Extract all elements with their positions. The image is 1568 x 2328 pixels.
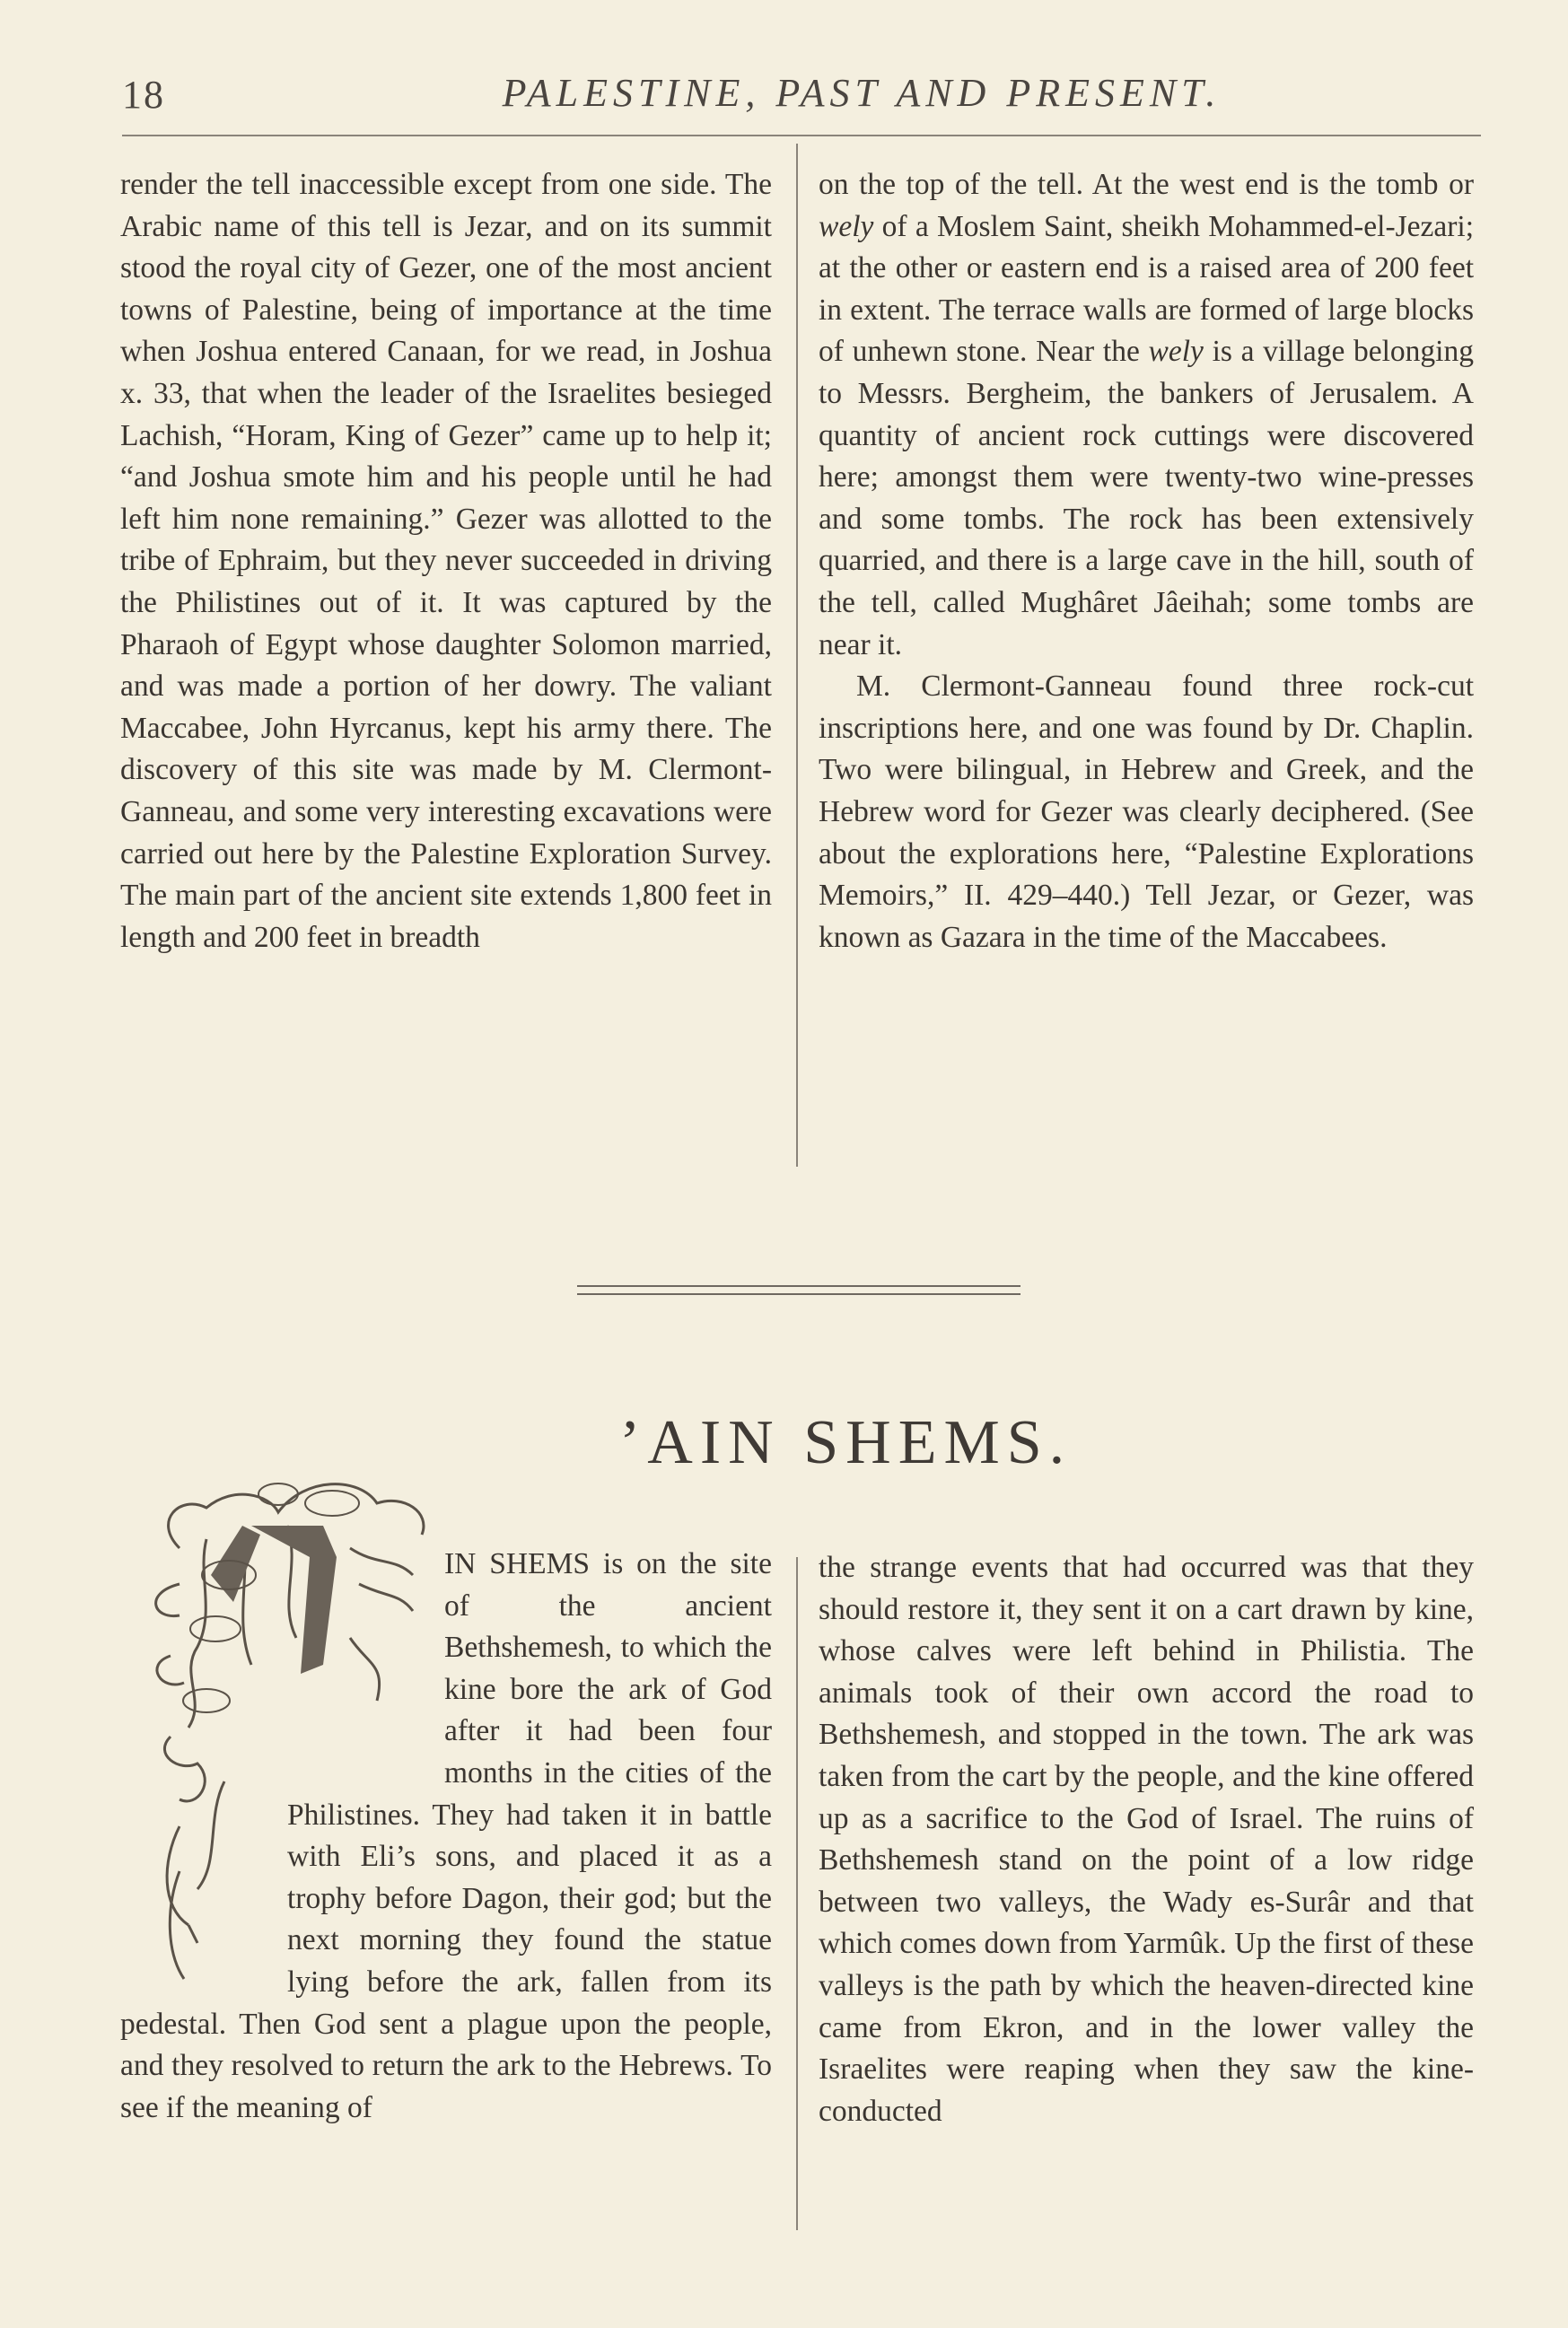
text-run: of a Moslem Saint, sheikh Mohammed-el-Jezari; at the other or eastern end is a raised area of 200 feet in extent. The terrace walls are formed of large blocks of unhewn stone. Near the [819,209,1475,369]
ain-shems-continuation: the strange events that had occurred was that they should restore it, they sent it on a cart drawn by kine, whose calves were left behind in Philistia. The animals took of their own accord the road to Bethshemesh, and stopped in the town. The ark was taken from the cart by the people, and the kine offered up as a sacrifice to the God of Israel. The ruins of Bethshemesh stand on the point of a low ridge between two valleys, the Wady es-Surâr and that which comes down from Yarmûk. Up the first of these valleys is the path by which the heaven-directed kine came from Ekron, and in the lower valley the Israelites were reaping when they saw the kine-conducted [819,1551,1474,2128]
top-right-paragraph-2: M. Clermont-Ganneau found three rock-cut inscriptions here, and one was found by Dr. Chaplin. Two were bilingual, in Hebrew and Greek, and the Hebrew word for Gezer was clearly deciphered. (See about the explorations here, “Palestine Explorations Memoirs,” II. 429–440.) Tell Jezar, or Gezer, was known as Gazara in the time of the Maccabees. [819,670,1474,954]
italic-term: wely [1148,335,1204,369]
section-title: ’AIN SHEMS. [619,1408,1073,1477]
text-run: on the top of the tell. At the west end is the tomb or [819,168,1474,201]
running-title: PALESTINE, PAST AND PRESENT. [502,71,1222,115]
column-divider-bottom [796,1557,798,2230]
header-rule [122,135,1481,136]
dropcap-space [120,1544,439,1768]
page-header [117,63,1490,126]
top-right-column [819,164,1474,958]
bottom-right-column [819,1547,1474,2132]
top-left-paragraph: render the tell inaccessible except from one side. The Arabic name of this tell is Jezar, and on its summit stood the royal city of Gezer, one of the most ancient towns of Palestine, being of importance at the time when Joshua entered Canaan, for we read, in Joshua x. 33, that when the leader of the Israelites besieged Lachish, “Horam, King of Gezer” came up to help it; “and Joshua smote him and his people until he had left him none remaining.” Gezer was allotted to the tribe of Ephraim, but they never succeeded in driving the Philistines out of it. It was captured by the Pharaoh of Egypt whose daughter Solomon married, and was made a portion of her dowry. The valiant Maccabee, John Hyrcanus, kept his army there. The discovery of this site was made by M. Clermont-Ganneau, and some very interesting excavations were carried out here by the Palestine Exploration Survey. The main part of the ancient site extends 1,800 feet in length and 200 feet in breadth [120,168,772,954]
text-run: is a village belonging to Messrs. Bergheim, the bankers of Jerusalem. A quantity of ancient rock cuttings were discovered here; amongst them were twenty-two wine-presses and some tombs. The rock has been extensively quarried, and there is a large cave in the hill, south of the tell, called Mughâret Jâeihah; some tombs are near it. [819,335,1474,661]
dropcap-space-lower [120,1768,282,1983]
page-number: 18 [122,73,165,117]
ain-shems-paragraph: IN SHEMS is on the site of the ancient Bethshemesh, to which the kine bore the ark of God after it had been four months in the cities of the Philistines. They had taken it in battle with Eli’s sons, and placed it as a trophy before Dagon, their god; but the next morning they found the statue lying before the ark, fallen from its pedestal. Then God sent a plague upon the people, and they resolved to return the ark to the Hebrews. To see if the meaning of [120,1547,772,2124]
italic-term: wely [819,209,874,243]
top-left-column [120,164,772,958]
top-right-paragraph-1 [819,164,1474,666]
section-divider [577,1285,1021,1295]
bottom-left-column [120,1544,772,2244]
column-divider-top [796,144,798,1167]
